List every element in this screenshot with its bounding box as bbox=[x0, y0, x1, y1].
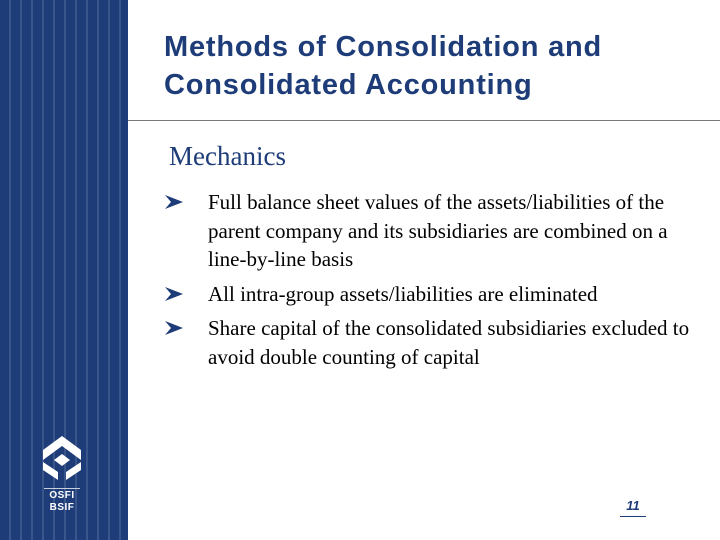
slide-subtitle: Mechanics bbox=[169, 141, 286, 171]
bullet-item bbox=[160, 280, 708, 309]
arrow-bullet-icon bbox=[165, 287, 183, 301]
arrow-bullet-icon bbox=[165, 321, 183, 335]
slide-title: Methods of Consolidation and Consolidated Accounting bbox=[164, 31, 603, 101]
title-divider bbox=[128, 120, 720, 121]
arrow-bullet-icon bbox=[165, 195, 183, 209]
logo-text-bsif: BSIF bbox=[49, 502, 75, 513]
bullet-text: All intra-group assets/liabilities are eliminated bbox=[208, 281, 598, 306]
logo-text-osfi: OSFI bbox=[49, 490, 75, 501]
bullet-item bbox=[160, 188, 708, 274]
page-number: 11 bbox=[626, 498, 640, 513]
bullet-text: Full balance sheet values of the assets/liabilities of the parent company and its subsidiaries are combined on a line-by-line basis bbox=[208, 190, 668, 271]
bullet-item bbox=[160, 314, 708, 371]
logo-divider bbox=[44, 488, 80, 489]
sidebar bbox=[0, 0, 128, 540]
page-number-underline bbox=[620, 516, 646, 517]
bullet-text: Share capital of the consolidated subsidiaries excluded to avoid double counting of capital bbox=[208, 316, 690, 369]
osfi-logo-icon bbox=[38, 436, 86, 480]
bullet-list bbox=[160, 188, 708, 377]
